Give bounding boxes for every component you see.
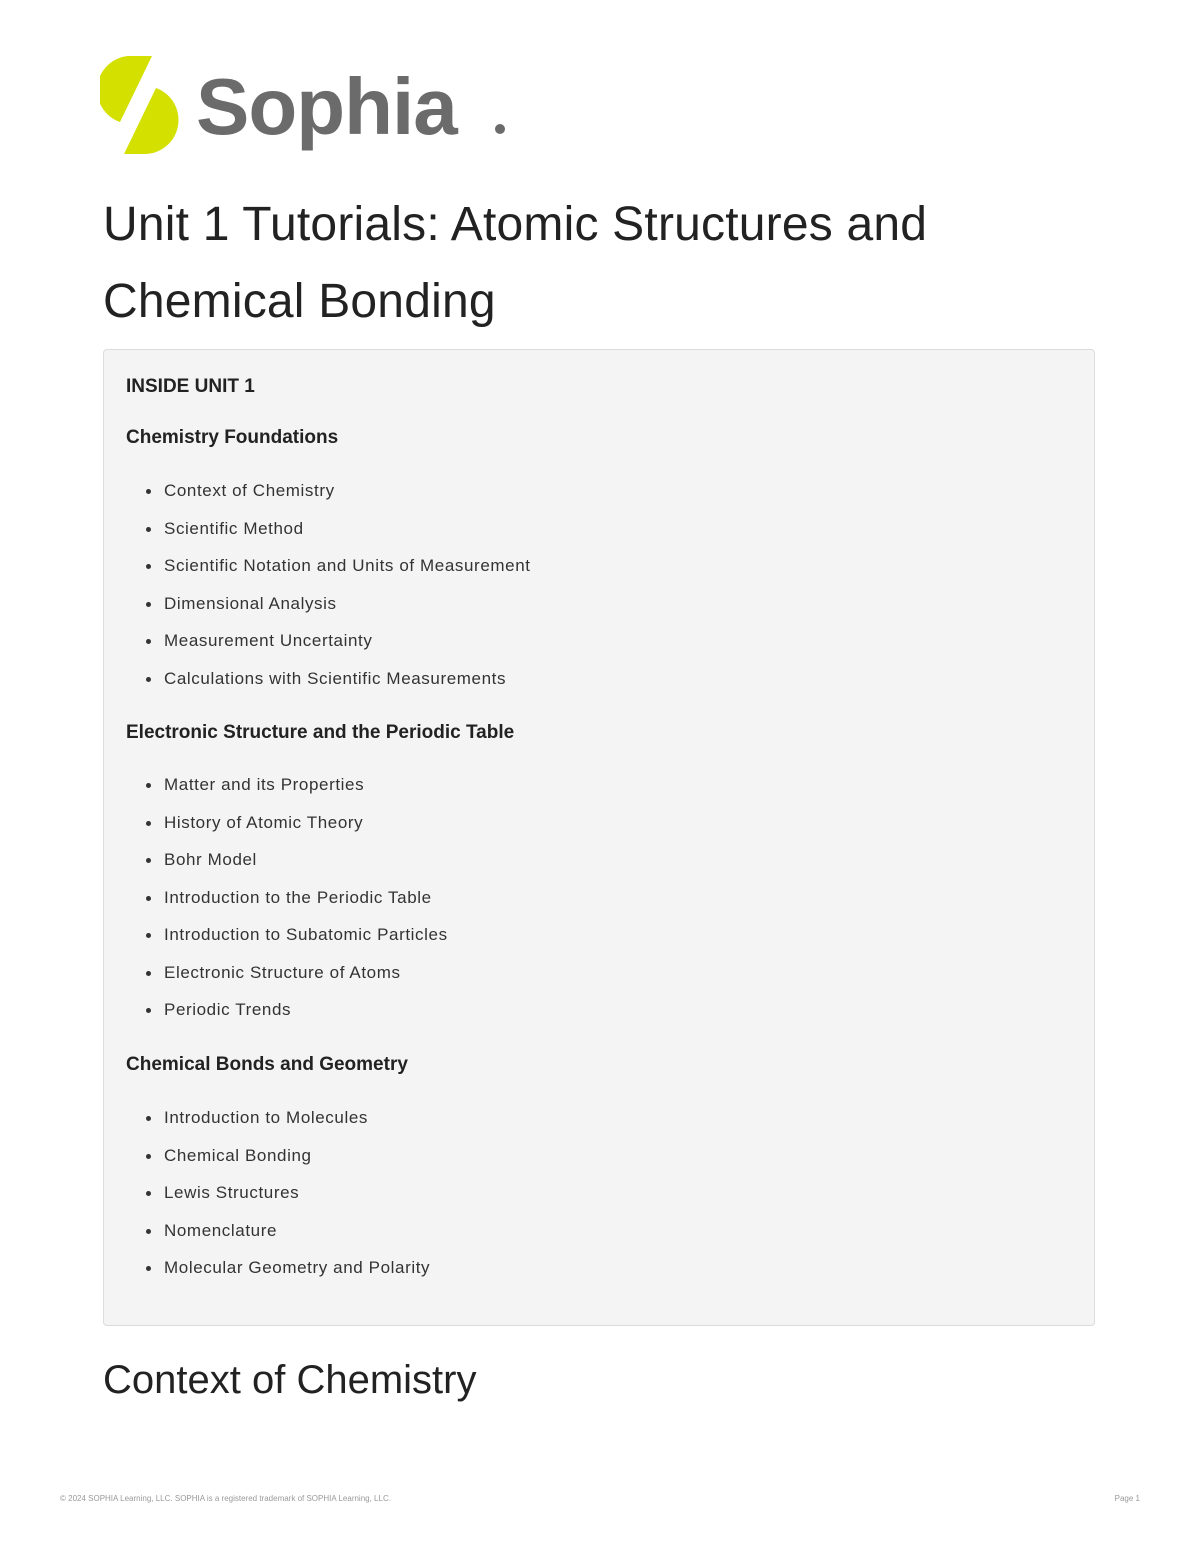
topic-list-electronic-structure <box>144 774 448 1037</box>
topic-link[interactable]: Calculations with Scientific Measurements <box>144 668 531 706</box>
topic-link[interactable]: Matter and its Properties <box>144 774 448 812</box>
topic-link[interactable]: Introduction to Molecules <box>144 1107 430 1145</box>
topic-list-chemistry-foundations <box>144 480 531 705</box>
topic-link[interactable]: Molecular Geometry and Polarity <box>144 1257 430 1295</box>
footer-copyright: © 2024 SOPHIA Learning, LLC. SOPHIA is a registered trademark of SOPHIA Learning, LLC. <box>60 1494 391 1503</box>
topic-link[interactable]: Dimensional Analysis <box>144 593 531 631</box>
topic-link[interactable]: Introduction to Subatomic Particles <box>144 924 448 962</box>
topic-link[interactable]: Lewis Structures <box>144 1182 430 1220</box>
sophia-logo <box>100 52 520 162</box>
footer-page-number: Page 1 <box>1114 1494 1140 1503</box>
section-title-context-of-chemistry: Context of Chemistry <box>103 1358 477 1402</box>
unit-box-label: INSIDE UNIT 1 <box>126 376 255 397</box>
section-heading-chemistry-foundations: Chemistry Foundations <box>126 427 339 448</box>
logo-mark-top <box>100 56 152 122</box>
logo-dot <box>495 124 505 134</box>
topic-link[interactable]: Measurement Uncertainty <box>144 630 531 668</box>
section-heading-chemical-bonds: Chemical Bonds and Geometry <box>126 1054 408 1075</box>
logo-mark-bottom <box>124 88 179 154</box>
topic-link[interactable]: Scientific Notation and Units of Measurement <box>144 555 531 593</box>
page-title: Unit 1 Tutorials: Atomic Structures and Chemical Bonding <box>103 198 928 328</box>
topic-link[interactable]: Introduction to the Periodic Table <box>144 887 448 925</box>
topic-list-chemical-bonds <box>144 1107 430 1295</box>
topic-link[interactable]: Context of Chemistry <box>144 480 531 518</box>
topic-link[interactable]: Periodic Trends <box>144 999 448 1037</box>
section-heading-electronic-structure: Electronic Structure and the Periodic Table <box>126 722 515 743</box>
topic-link[interactable]: Scientific Method <box>144 518 531 556</box>
unit-contents-box <box>103 349 1095 1326</box>
logo-wordmark: Sophia <box>196 62 457 151</box>
topic-link[interactable]: Chemical Bonding <box>144 1145 430 1183</box>
topic-link[interactable]: Electronic Structure of Atoms <box>144 962 448 1000</box>
topic-link[interactable]: Bohr Model <box>144 849 448 887</box>
topic-link[interactable]: Nomenclature <box>144 1220 430 1258</box>
sophia-logo-graphic <box>100 52 520 162</box>
topic-link[interactable]: History of Atomic Theory <box>144 812 448 850</box>
